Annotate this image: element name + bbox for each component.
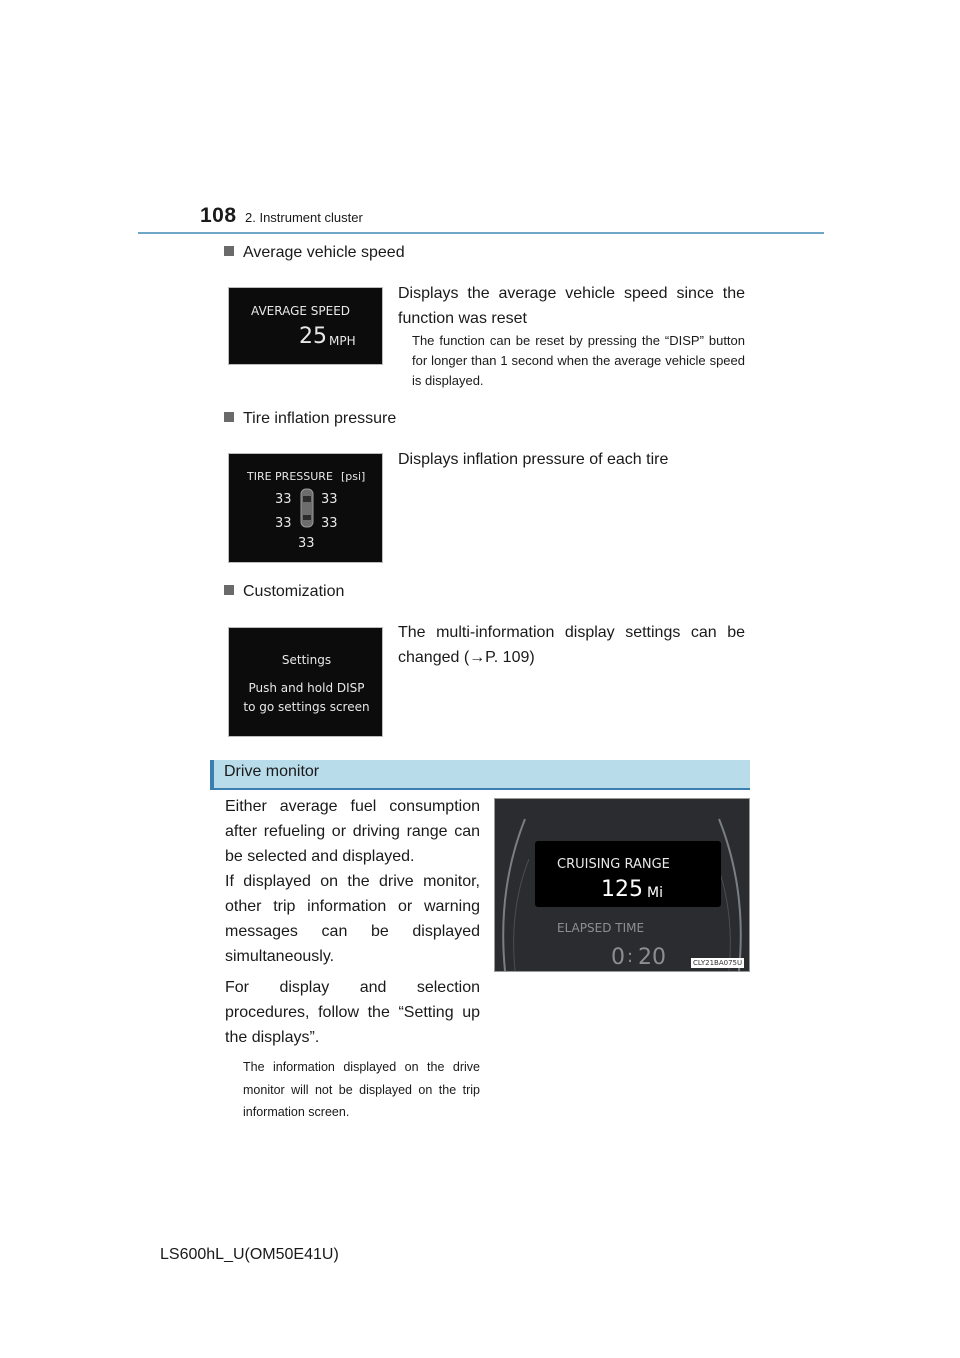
customization-description: The multi-information display settings can be changed (→P. 109) <box>398 624 745 666</box>
tire-front-right: 33 <box>321 492 338 507</box>
tire-rear-left: 33 <box>275 516 292 531</box>
tire-rear-right: 33 <box>321 516 338 531</box>
drive-monitor-paragraph-2: If displayed on the drive monitor, other trip information or warning messages can be displayed simultaneously. <box>225 873 480 965</box>
customization-screen <box>228 627 383 737</box>
footer-model: LS600hL_U(OM50E41U) <box>160 1246 339 1263</box>
tire-spare: 33 <box>298 536 315 551</box>
square-bullet-icon <box>224 585 234 595</box>
elapsed-time-minutes: 20 <box>638 945 666 970</box>
drive-monitor-paragraph-3: For display and selection procedures, follow the “Setting up the displays”. <box>225 979 480 1046</box>
average-speed-description: Displays the average vehicle speed since the function was reset <box>398 285 745 327</box>
average-speed-screen <box>228 287 383 365</box>
cruising-range-value: 125 <box>601 877 643 902</box>
section-title-customization: Customization <box>224 583 344 601</box>
screen-label: AVERAGE SPEED <box>251 304 351 318</box>
heading-accent <box>210 760 214 788</box>
tire-front-left: 33 <box>275 492 292 507</box>
heading-underline <box>210 788 750 790</box>
cruising-range-label: CRUISING RANGE <box>557 857 670 872</box>
screen-unit: MPH <box>329 334 356 348</box>
page-number: 108 <box>200 204 237 227</box>
cruising-range-unit: Mi <box>647 885 663 901</box>
chapter-title: 2. Instrument cluster <box>245 210 363 225</box>
tire-pressure-screen <box>228 453 383 563</box>
car-top-view-icon <box>299 488 315 528</box>
tire-pressure-description: Displays inflation pressure of each tire <box>398 451 669 468</box>
screen-label: TIRE PRESSURE <box>247 470 333 483</box>
drive-monitor-note: The information displayed on the drive monitor will not be displayed on the trip information screen. <box>243 1060 480 1119</box>
drive-monitor-paragraph-1: Either average fuel consumption after refueling or driving range can be selected and displayed. <box>225 798 480 865</box>
average-speed-note: The function can be reset by pressing the “DISP” button for longer than 1 second when the average vehicle speed is displayed. <box>412 333 745 388</box>
drive-monitor-image <box>494 798 750 972</box>
elapsed-time-hours: 0 <box>611 945 625 970</box>
screen-title: Settings <box>281 653 332 667</box>
screen-line-2: to go settings screen <box>243 700 370 714</box>
section-title-tire-pressure: Tire inflation pressure <box>224 410 396 428</box>
header-rule <box>138 232 824 234</box>
image-code: CLY21BA075U <box>693 959 743 967</box>
square-bullet-icon <box>224 412 234 422</box>
screen-value: 25 <box>299 324 327 349</box>
elapsed-time-label: ELAPSED TIME <box>557 921 645 935</box>
square-bullet-icon <box>224 246 234 256</box>
section-title-average-speed: Average vehicle speed <box>224 244 405 262</box>
screen-unit: [psi] <box>341 470 366 483</box>
elapsed-time-colon: : <box>627 946 634 967</box>
cruising-range-panel <box>535 841 721 907</box>
screen-line-1: Push and hold DISP <box>248 681 365 695</box>
drive-monitor-title: Drive monitor <box>224 763 320 780</box>
